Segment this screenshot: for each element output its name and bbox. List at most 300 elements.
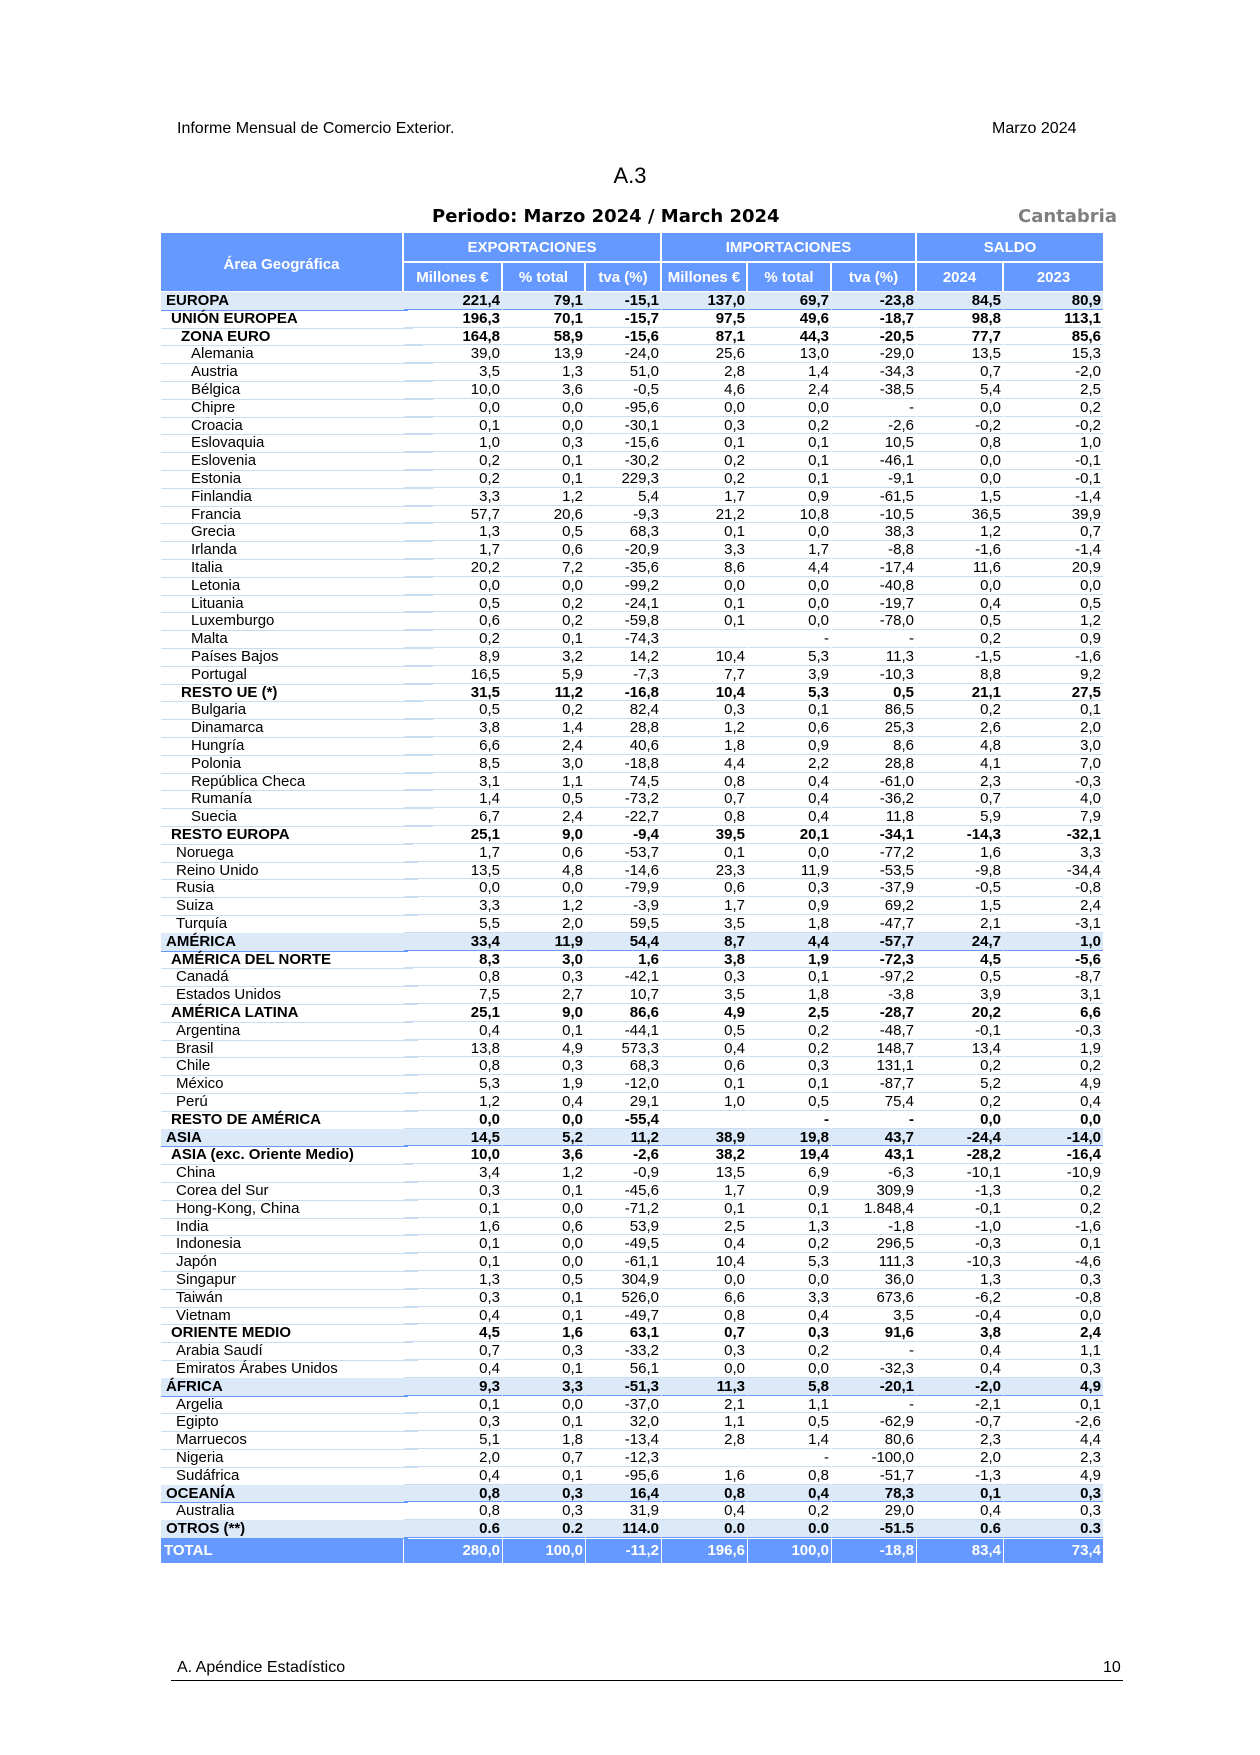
row-label: Países Bajos <box>161 648 433 667</box>
row-label: Argelia <box>161 1396 418 1415</box>
row-value: 7,0 <box>1004 755 1103 773</box>
row-value: 1,1 <box>1004 1342 1103 1360</box>
row-value: 131,1 <box>832 1057 916 1075</box>
row-value: 0,0 <box>748 1360 831 1378</box>
row-value: 1,3 <box>503 363 585 381</box>
row-value: -97,2 <box>832 968 916 986</box>
row-label: Noruega <box>161 844 418 863</box>
row-value: 1,7 <box>404 541 502 559</box>
row-label: EUROPA <box>161 292 408 311</box>
row-label: República Checa <box>161 773 433 792</box>
row-value: -24,1 <box>586 595 661 613</box>
row-value: 0,3 <box>503 968 585 986</box>
row-label: Lituania <box>161 595 433 614</box>
row-value: -47,7 <box>832 915 916 933</box>
row-value: -23,8 <box>832 292 916 310</box>
row-value: -9,8 <box>917 862 1003 880</box>
row-value: - <box>748 1449 831 1467</box>
row-value: -10,3 <box>832 666 916 684</box>
row-label: Nigeria <box>161 1449 418 1468</box>
row-value: 1,8 <box>748 915 831 933</box>
row-value: 98,8 <box>917 310 1003 328</box>
row-value: -51,7 <box>832 1467 916 1485</box>
row-value: 4,4 <box>662 755 747 773</box>
row-value: 3,3 <box>404 897 502 915</box>
row-label: Portugal <box>161 666 433 685</box>
row-value: 8,9 <box>404 648 502 666</box>
row-label: Australia <box>161 1502 418 1521</box>
row-value: 573,3 <box>586 1040 661 1058</box>
row-value: 304,9 <box>586 1271 661 1289</box>
row-value: 1,5 <box>917 897 1003 915</box>
table-row <box>161 292 1103 310</box>
row-label: OTROS (**) <box>161 1520 408 1539</box>
row-value: 0,6 <box>503 1218 585 1236</box>
row-value: -0,1 <box>1004 452 1103 470</box>
row-value <box>662 1449 747 1467</box>
row-value: 0,5 <box>748 1093 831 1111</box>
row-value: 25,1 <box>404 1004 502 1022</box>
row-value: 0,3 <box>748 1057 831 1075</box>
row-value: 9,3 <box>404 1378 502 1396</box>
row-value: 3,3 <box>1004 844 1103 862</box>
row-value: 8,6 <box>832 737 916 755</box>
row-value: 0,1 <box>748 701 831 719</box>
row-value: -53,7 <box>586 844 661 862</box>
row-value: 3,3 <box>503 1378 585 1396</box>
row-value: 5,8 <box>748 1378 831 1396</box>
row-value: - <box>748 1111 831 1129</box>
row-value: 6,6 <box>404 737 502 755</box>
row-value: 148,7 <box>832 1040 916 1058</box>
row-value: 4,0 <box>1004 790 1103 808</box>
row-value: 0,1 <box>662 844 747 862</box>
row-value: -3,9 <box>586 897 661 915</box>
row-value: -7,3 <box>586 666 661 684</box>
row-value: 296,5 <box>832 1235 916 1253</box>
table-row <box>161 1235 1103 1253</box>
row-value: 0,8 <box>662 808 747 826</box>
row-value: 0,4 <box>662 1235 747 1253</box>
row-value: 0,3 <box>662 1342 747 1360</box>
row-value: 0,7 <box>662 790 747 808</box>
row-label: Chile <box>161 1057 418 1076</box>
row-value: -19,7 <box>832 595 916 613</box>
row-label: Rusia <box>161 879 418 898</box>
table-row <box>161 968 1103 986</box>
row-value: 5,2 <box>917 1075 1003 1093</box>
row-value: -2,0 <box>1004 363 1103 381</box>
row-value: 3,2 <box>503 648 585 666</box>
row-value: 0,2 <box>748 1040 831 1058</box>
table-row <box>161 541 1103 559</box>
table-row <box>161 773 1103 791</box>
row-value: 0,1 <box>662 612 747 630</box>
row-value: 10,7 <box>586 986 661 1004</box>
row-value: -0,5 <box>586 381 661 399</box>
row-value: 21,1 <box>917 684 1003 702</box>
row-value: 1,4 <box>404 790 502 808</box>
table-row <box>161 1200 1103 1218</box>
row-value: 0,0 <box>917 470 1003 488</box>
row-value: -15,6 <box>586 328 661 346</box>
table-row <box>161 986 1103 1004</box>
row-value: 13,4 <box>917 1040 1003 1058</box>
row-value: 2,7 <box>503 986 585 1004</box>
row-value: 1,0 <box>1004 434 1103 452</box>
row-value: 0,7 <box>1004 523 1103 541</box>
total-value: 196,6 <box>661 1539 747 1563</box>
row-label: Irlanda <box>161 541 433 560</box>
table-row <box>161 1040 1103 1058</box>
row-value: -28,2 <box>917 1146 1003 1164</box>
row-value: 0,3 <box>404 1182 502 1200</box>
row-value: 0,4 <box>662 1502 747 1520</box>
row-value: -51.5 <box>832 1520 916 1538</box>
row-label: Perú <box>161 1093 418 1112</box>
row-value: -29,0 <box>832 345 916 363</box>
row-label: Hungría <box>161 737 433 756</box>
table-row <box>161 506 1103 524</box>
row-value: 1,8 <box>748 986 831 1004</box>
row-label: Taiwán <box>161 1289 418 1308</box>
table-row <box>161 1182 1103 1200</box>
row-value: 0,0 <box>748 1271 831 1289</box>
row-value: 36,0 <box>832 1271 916 1289</box>
row-value: 3,8 <box>404 719 502 737</box>
row-value: 9,2 <box>1004 666 1103 684</box>
row-value: 13,9 <box>503 345 585 363</box>
row-value: 2,3 <box>1004 1449 1103 1467</box>
row-value: -61,0 <box>832 773 916 791</box>
row-value: 0.0 <box>662 1520 747 1538</box>
col-bal-2023: 2023 <box>1004 263 1103 291</box>
row-value: 0,8 <box>662 773 747 791</box>
row-value: -37,0 <box>586 1396 661 1414</box>
row-value: 39,9 <box>1004 506 1103 524</box>
row-value: 14,2 <box>586 648 661 666</box>
row-value: -99,2 <box>586 577 661 595</box>
row-value: 0,0 <box>1004 577 1103 595</box>
table-row <box>161 381 1103 399</box>
row-value: 20,1 <box>748 826 831 844</box>
row-label: RESTO UE (*) <box>161 684 423 703</box>
row-value: 0,6 <box>748 719 831 737</box>
row-value: -0,8 <box>1004 879 1103 897</box>
row-value: 8,6 <box>662 559 747 577</box>
row-label: Suecia <box>161 808 433 827</box>
row-value: 2,4 <box>1004 1324 1103 1342</box>
table-row <box>161 488 1103 506</box>
row-value: 0,1 <box>503 1360 585 1378</box>
row-value: 0,1 <box>917 1485 1003 1503</box>
row-value: 8,5 <box>404 755 502 773</box>
row-value: 114.0 <box>586 1520 661 1538</box>
row-value: 0,3 <box>748 879 831 897</box>
row-value: 0,1 <box>662 595 747 613</box>
row-value: 2,4 <box>1004 897 1103 915</box>
row-value: 0,0 <box>662 1271 747 1289</box>
row-value: 5,3 <box>748 648 831 666</box>
row-value: 0,0 <box>917 1111 1003 1129</box>
row-value: 10,0 <box>404 1146 502 1164</box>
row-value: 0,2 <box>917 1057 1003 1075</box>
row-value: -0,8 <box>1004 1289 1103 1307</box>
table-row <box>161 951 1103 969</box>
row-value: 6,9 <box>748 1164 831 1182</box>
row-value: -62,9 <box>832 1413 916 1431</box>
row-value: 4,9 <box>662 1004 747 1022</box>
table-row <box>161 701 1103 719</box>
row-value: 0,8 <box>404 1485 502 1503</box>
row-value: 1,9 <box>1004 1040 1103 1058</box>
row-value: 2,0 <box>1004 719 1103 737</box>
row-value: 4,8 <box>503 862 585 880</box>
row-value: 0,4 <box>748 773 831 791</box>
row-value: 20,6 <box>503 506 585 524</box>
row-value: 3,8 <box>917 1324 1003 1342</box>
total-value: -11,2 <box>585 1539 661 1563</box>
row-value: 2,6 <box>917 719 1003 737</box>
row-value: 19,8 <box>748 1129 831 1147</box>
row-label: Bulgaria <box>161 701 433 720</box>
row-label: Eslovaquia <box>161 434 433 453</box>
row-value: -0,3 <box>917 1235 1003 1253</box>
row-value: 0,3 <box>1004 1485 1103 1503</box>
row-value: 43,1 <box>832 1146 916 1164</box>
row-value: -2,6 <box>832 417 916 435</box>
row-value: 0,2 <box>1004 399 1103 417</box>
row-value: 1,2 <box>662 719 747 737</box>
row-value: 4,5 <box>917 951 1003 969</box>
row-value: 1,8 <box>662 737 747 755</box>
row-value: 0,3 <box>404 1289 502 1307</box>
row-value: -40,8 <box>832 577 916 595</box>
row-value: 4,1 <box>917 755 1003 773</box>
table-row <box>161 310 1103 328</box>
row-label: Corea del Sur <box>161 1182 418 1201</box>
row-value: 1,2 <box>404 1093 502 1111</box>
row-value: 0,0 <box>748 595 831 613</box>
row-value: 77,7 <box>917 328 1003 346</box>
row-value: 0.6 <box>404 1520 502 1538</box>
row-label: ZONA EURO <box>161 328 423 347</box>
row-value: 0,0 <box>748 399 831 417</box>
row-value: 82,4 <box>586 701 661 719</box>
table-row <box>161 523 1103 541</box>
row-value: 36,5 <box>917 506 1003 524</box>
row-value: 84,5 <box>917 292 1003 310</box>
row-value: 10,4 <box>662 684 747 702</box>
row-value: 1,0 <box>1004 933 1103 951</box>
row-value: 0,1 <box>503 1467 585 1485</box>
table-row <box>161 826 1103 844</box>
row-label: Dinamarca <box>161 719 433 738</box>
table-row <box>161 1146 1103 1164</box>
table-row <box>161 737 1103 755</box>
row-label: Singapur <box>161 1271 418 1290</box>
row-value: 3,6 <box>503 1146 585 1164</box>
table-row <box>161 1129 1103 1147</box>
row-value: 8,8 <box>917 666 1003 684</box>
row-value: 0,0 <box>503 577 585 595</box>
row-value: 0,3 <box>1004 1271 1103 1289</box>
row-label: Brasil <box>161 1040 418 1059</box>
row-value: 7,5 <box>404 986 502 1004</box>
row-value: -1,8 <box>832 1218 916 1236</box>
period-label: Periodo: Marzo 2024 / March 2024 <box>432 206 780 227</box>
row-value: 0,5 <box>503 790 585 808</box>
row-value: -24,4 <box>917 1129 1003 1147</box>
row-value: -2,1 <box>917 1396 1003 1414</box>
row-value: 0,2 <box>662 452 747 470</box>
row-value: 4,9 <box>1004 1378 1103 1396</box>
row-value: 0,5 <box>917 968 1003 986</box>
table-row <box>161 1378 1103 1396</box>
table-row <box>161 452 1103 470</box>
row-value: 5,9 <box>917 808 1003 826</box>
row-value: 0.2 <box>503 1520 585 1538</box>
row-label: Alemania <box>161 345 433 364</box>
row-value: 0,2 <box>662 470 747 488</box>
row-value: -0,2 <box>1004 417 1103 435</box>
row-value: 1,7 <box>404 844 502 862</box>
row-value: 0,2 <box>503 612 585 630</box>
table-row <box>161 1485 1103 1503</box>
row-value: 13,5 <box>404 862 502 880</box>
table-row <box>161 808 1103 826</box>
row-value: 3,0 <box>503 951 585 969</box>
section-number: A.3 <box>613 163 647 188</box>
row-value: -1,0 <box>917 1218 1003 1236</box>
row-value: 0,3 <box>503 434 585 452</box>
row-value: -15,1 <box>586 292 661 310</box>
row-value: 7,7 <box>662 666 747 684</box>
row-value: 2,4 <box>503 737 585 755</box>
row-value: -100,0 <box>832 1449 916 1467</box>
row-value: 3,8 <box>662 951 747 969</box>
row-value: 221,4 <box>404 292 502 310</box>
row-value: 164,8 <box>404 328 502 346</box>
row-value: -1,6 <box>1004 648 1103 666</box>
row-value: -13,4 <box>586 1431 661 1449</box>
row-value: 13,0 <box>748 345 831 363</box>
row-value: 3,4 <box>404 1164 502 1182</box>
row-value: 11,6 <box>917 559 1003 577</box>
row-value: 13,5 <box>662 1164 747 1182</box>
row-value: -0,1 <box>1004 470 1103 488</box>
table-row <box>161 1289 1103 1307</box>
row-value: -45,6 <box>586 1182 661 1200</box>
col-bal-2024: 2024 <box>917 263 1002 291</box>
row-value: -20,1 <box>832 1378 916 1396</box>
region-label: Cantabria <box>1018 206 1117 227</box>
row-value: 5,3 <box>748 684 831 702</box>
row-value: -22,7 <box>586 808 661 826</box>
table-row <box>161 1413 1103 1431</box>
row-value: 0,2 <box>1004 1200 1103 1218</box>
row-value: 78,3 <box>832 1485 916 1503</box>
table-row <box>161 1164 1103 1182</box>
row-value: 16,4 <box>586 1485 661 1503</box>
footer-label: A. Apéndice Estadístico <box>177 1659 346 1676</box>
row-label: Luxemburgo <box>161 612 433 631</box>
table-row <box>161 363 1103 381</box>
row-value: 1.848,4 <box>832 1200 916 1218</box>
row-value: -20,5 <box>832 328 916 346</box>
row-value: -79,9 <box>586 879 661 897</box>
row-value: 0,0 <box>503 1200 585 1218</box>
row-value: 0,3 <box>662 968 747 986</box>
table-row <box>161 719 1103 737</box>
row-value: -78,0 <box>832 612 916 630</box>
row-value: 27,5 <box>1004 684 1103 702</box>
row-value: 0,1 <box>748 452 831 470</box>
row-value: 1,2 <box>503 897 585 915</box>
row-value: -15,6 <box>586 434 661 452</box>
table-row <box>161 1075 1103 1093</box>
table-row <box>161 933 1103 951</box>
table-row <box>161 1218 1103 1236</box>
row-value: - <box>832 1111 916 1129</box>
row-value: 0,0 <box>917 452 1003 470</box>
row-value: 0,1 <box>404 1235 502 1253</box>
row-value: 10,5 <box>832 434 916 452</box>
row-value: 11,2 <box>586 1129 661 1147</box>
row-value: 0,0 <box>404 1111 502 1129</box>
row-value: -15,7 <box>586 310 661 328</box>
row-value: 0,1 <box>748 434 831 452</box>
row-value: -8,7 <box>1004 968 1103 986</box>
row-label: Arabia Saudí <box>161 1342 418 1361</box>
row-value: 0,5 <box>503 1271 585 1289</box>
row-value: 0,3 <box>1004 1502 1103 1520</box>
row-label: Croacia <box>161 417 433 436</box>
row-label: Marruecos <box>161 1431 418 1450</box>
row-value: -10,5 <box>832 506 916 524</box>
row-value: -1,3 <box>917 1182 1003 1200</box>
row-label: Reino Unido <box>161 862 418 881</box>
row-value: 0,8 <box>404 1502 502 1520</box>
row-value: -10,3 <box>917 1253 1003 1271</box>
row-value: -0,3 <box>1004 1022 1103 1040</box>
row-value: -16,4 <box>1004 1146 1103 1164</box>
row-label: ASIA <box>161 1129 408 1148</box>
row-value: 28,8 <box>832 755 916 773</box>
row-value: 20,2 <box>917 1004 1003 1022</box>
row-value: -16,8 <box>586 684 661 702</box>
row-value: 0,1 <box>404 1253 502 1271</box>
table-row <box>161 612 1103 630</box>
row-value: 10,4 <box>662 648 747 666</box>
row-label: Malta <box>161 630 433 649</box>
row-value: 7,9 <box>1004 808 1103 826</box>
row-value: 5,9 <box>503 666 585 684</box>
row-label: AMÉRICA LATINA <box>161 1004 413 1023</box>
row-value: -34,1 <box>832 826 916 844</box>
row-value: 51,0 <box>586 363 661 381</box>
row-value: 11,9 <box>748 862 831 880</box>
row-value: 1,6 <box>503 1324 585 1342</box>
col-exp-millions: Millones € <box>404 263 501 291</box>
row-value: 3,5 <box>662 915 747 933</box>
row-value: -2,6 <box>1004 1413 1103 1431</box>
row-label: Chipre <box>161 399 433 418</box>
row-label: Indonesia <box>161 1235 418 1254</box>
row-value: 0,6 <box>662 1057 747 1075</box>
row-value: 33,4 <box>404 933 502 951</box>
row-value: 0,5 <box>748 1413 831 1431</box>
